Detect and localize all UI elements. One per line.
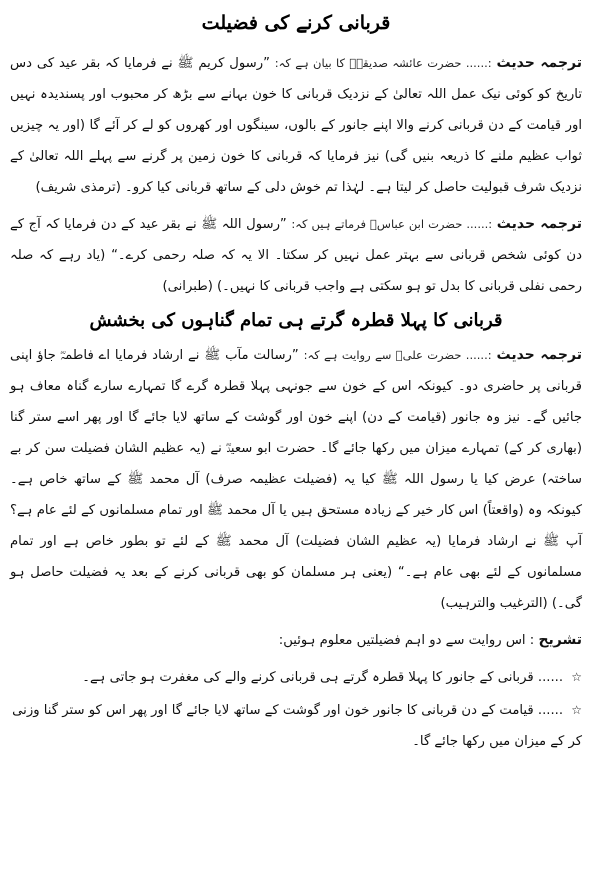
page-title: قربانی کرنے کی فضیلت [201, 12, 391, 34]
hadith-label: ترجمہ حدیث [496, 347, 582, 363]
hadith-body: ”رسول اللہ ﷺ نے بقر عید کے دن فرمایا کہ آج کے دن کوئی شخص قربانی سے بہتر عمل نہیں کر سکتا۔ الا یہ کہ صلہ رحمی کرے۔“ (یاد رہے کہ صلہ رحمی نفلی قربانی کا بدل تو ہو سکتی ہے واجب قربانی کا نہیں۔) (طبرانی) [10, 217, 582, 294]
hadith-aisha-paragraph [10, 48, 582, 203]
tashreeh-point [10, 695, 582, 757]
hadith-label: ترجمہ حدیث [496, 55, 582, 71]
star-bullet-icon: ☆ [571, 703, 582, 717]
hadith-intro: :...... حضرت علیؓ سے روایت ہے کہ: [303, 348, 492, 362]
hadith-intro: :...... حضرت ابن عباسؓ فرماتے ہیں کہ: [291, 217, 493, 231]
tashreeh-point-text: ...... قیامت کے دن قربانی کا جانور خون اور گوشت کے ساتھ لایا جائے گا اور پھر اس کو ستر گنا وزنی کر کے میزان میں رکھا جائے گا۔ [12, 703, 582, 749]
section-subtitle: قربانی کا پہلا قطرہ گرتے ہی تمام گناہوں کی بخشش [89, 310, 503, 331]
tashreeh-label: تشریح [538, 632, 582, 648]
hadith-body: ”رسالت مآب ﷺ نے ارشاد فرمایا اے فاطمہؓ جاؤ اپنی قربانی پر حاضری دو۔ کیونکہ اس کے خون سے جونہی پہلا قطرہ گرے گا تمہارے سارے گناہ معاف ہو جائیں گے۔ نیز وہ جانور (قیامت کے دن) اپنے خون اور گوشت کے ساتھ لایا جائے گا اور پھر اسے ستر گنا (بھاری کر کے) تمہارے میزان میں رکھا جائے گا۔ حضرت ابو سعیدؓ نے (یہ عظیم الشان فضیلت سن کر بے ساختہ) عرض کیا یا رسول اللہ ﷺ کیا یہ (فضیلت عظیمہ صرف) آل محمد ﷺ کے ساتھ خاص ہے۔ کیونکہ وہ (واقعتاً) اس کار خیر کے زیادہ مستحق ہیں یا آل محمد ﷺ اور تمام مسلمانوں کے لئے عام ہے؟ آپ ﷺ نے ارشاد فرمایا (یہ عظیم الشان فضیلت) آل محمد ﷺ کے لئے تو بطور خاص ہے اور تمام مسلمانوں کے لئے بھی عام ہے۔“ (یعنی ہر مسلمان کو بھی قربانی کرنے کے بعد یہ فضیلت حاصل ہو گی۔) (الترغیب والترہیب) [10, 348, 582, 611]
tashreeh-intro: : اس روایت سے دو اہم فضیلتیں معلوم ہوئیں: [278, 633, 535, 648]
hadith-intro: :...... حضرت عائشہ صدیقہؓ کا بیان ہے کہ: [274, 56, 492, 70]
hadith-ali-paragraph [10, 340, 582, 619]
star-bullet-icon: ☆ [571, 670, 582, 684]
hadith-label: ترجمہ حدیث [496, 216, 582, 232]
tashreeh-paragraph [10, 625, 582, 656]
tashreeh-point-text: ...... قربانی کے جانور کا پہلا قطرہ گرتے ہی قربانی کرنے والے کی مغفرت ہو جاتی ہے۔ [82, 670, 564, 685]
tashreeh-point [10, 662, 582, 693]
hadith-body: ”رسول کریم ﷺ نے فرمایا کہ بقر عید کی دس تاریخ کو کوئی نیک عمل اللہ تعالیٰ کے نزدیک قربانی کا خون بہانے سے بڑھ کر محبوب اور پسندیدہ نہیں اور قیامت کے دن قربانی کرنے والا اپنے جانور کے بالوں، سینگوں اور کھروں کو لے کر آئے گا (اور یہ چیزیں ثواب عظیم ملنے کا ذریعہ بنیں گی) نیز فرمایا کہ قربانی کا خون زمین پر گرنے سے پہلے اللہ تعالیٰ کے نزدیک شرف قبولیت حاصل کر لیتا ہے۔ لہٰذا تم خوش دلی کے ساتھ قربانی کیا کرو۔ (ترمذی شریف) [10, 56, 582, 195]
hadith-ibn-abbas-paragraph [10, 209, 582, 302]
